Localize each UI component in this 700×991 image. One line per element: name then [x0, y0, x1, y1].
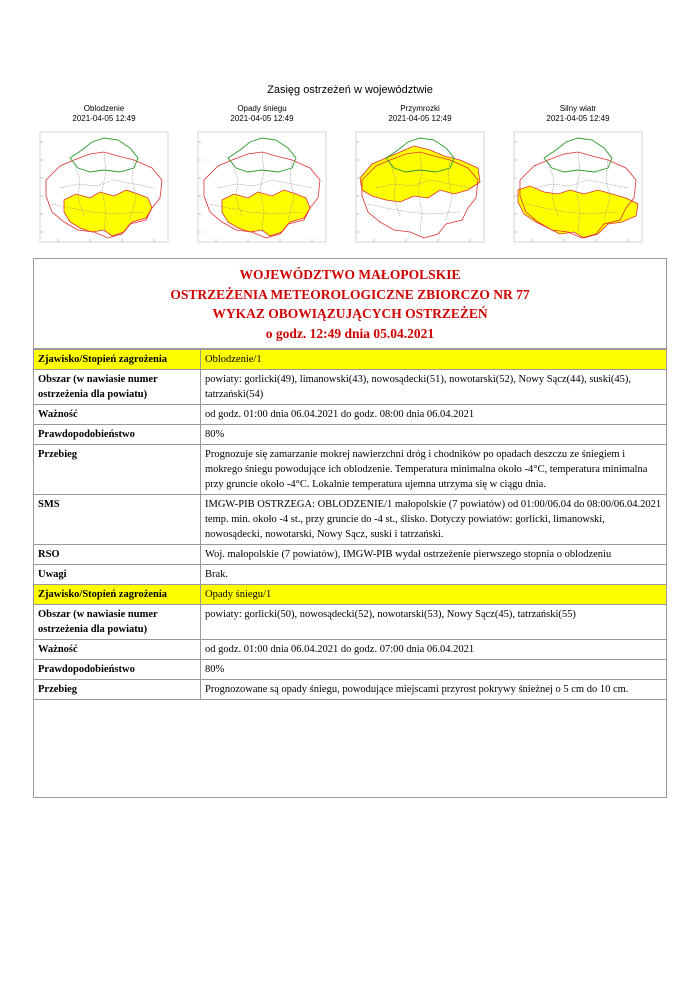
table-row [34, 370, 667, 405]
map-graphic [508, 128, 648, 248]
row-label: Ważność [34, 405, 201, 425]
row-value: Brak. [201, 565, 667, 585]
table-row [34, 660, 667, 680]
map-graphic [34, 128, 174, 248]
table-row [34, 350, 667, 370]
map-date: 2021-04-05 12:49 [230, 114, 294, 123]
map-graphic [350, 128, 490, 248]
table-row [34, 605, 667, 640]
map-name: Opady śniegu [237, 104, 287, 113]
table-row [34, 405, 667, 425]
map-name: Silny wiatr [559, 104, 597, 113]
map-name: Oblodzenie [83, 104, 125, 113]
map-caption [508, 104, 648, 124]
header-voivodeship: WOJEWÓDZTWO MAŁOPOLSKIE [239, 267, 461, 282]
warning-map-przymrozki [350, 104, 490, 248]
map-caption [192, 104, 332, 124]
row-value: IMGW-PIB OSTRZEGA: OBLODZENIE/1 małopolskie (7 powiatów) od 01:00/06.04 do 08:00/06.04.2021 temp. min. około -4 st., przy gruncie do -4 st., ślisko. Dotyczy powiatów: gorlicki, limanowski, nowosądecki, nowotarski, Nowy Sącz, suski i tatrzański. [201, 495, 667, 545]
table-row [34, 680, 667, 700]
row-label: Zjawisko/Stopień zagrożenia [34, 585, 201, 605]
table-row [34, 640, 667, 660]
row-label: Zjawisko/Stopień zagrożenia [34, 350, 201, 370]
row-value: od godz. 01:00 dnia 06.04.2021 do godz. 07:00 dnia 06.04.2021 [201, 640, 667, 660]
row-value: Opady śniegu/1 [201, 585, 667, 605]
row-value: Prognozowane są opady śniegu, powodujące miejscami przyrost pokrywy śnieżnej o 5 cm do 10 cm. [201, 680, 667, 700]
row-label: Przebieg [34, 680, 201, 700]
row-label: Uwagi [34, 565, 201, 585]
row-label: RSO [34, 545, 201, 565]
row-value: 80% [201, 425, 667, 445]
row-value: Prognozuje się zamarzanie mokrej nawierzchni dróg i chodników po opadach deszczu ze śniegiem i mokrego śniegu powodujące ich oblodzenie. Temperatura minimalna około -4°C, temperatura minimalna przy gruncie około -4°C. Lokalnie temperatura ujemna utrzyma się w ciągu dnia. [201, 445, 667, 495]
row-label: Przebieg [34, 445, 201, 495]
row-value: Oblodzenie/1 [201, 350, 667, 370]
map-graphic [192, 128, 332, 248]
warning-map-oblodzenie [34, 104, 174, 248]
row-label: Prawdopodobieństwo [34, 425, 201, 445]
warning-map-silny-wiatr [508, 104, 648, 248]
row-label: SMS [34, 495, 201, 545]
warning-map-opady-sniegu [192, 104, 332, 248]
warnings-table [33, 349, 667, 700]
table-row [34, 585, 667, 605]
map-date: 2021-04-05 12:49 [388, 114, 452, 123]
header-bulletin-number: OSTRZEŻENIA METEOROLOGICZNE ZBIORCZO NR 77 [170, 286, 530, 302]
row-value: powiaty: gorlicki(49), limanowski(43), nowosądecki(51), nowotarski(52), Nowy Sącz(44), suski(45), tatrzański(54) [201, 370, 667, 405]
table-row [34, 495, 667, 545]
map-caption [350, 104, 490, 124]
row-value: powiaty: gorlicki(50), nowosądecki(52), nowotarski(53), Nowy Sącz(45), tatrzański(55) [201, 605, 667, 640]
table-row [34, 425, 667, 445]
map-date: 2021-04-05 12:49 [546, 114, 610, 123]
document-header [34, 259, 666, 349]
row-label: Obszar (w nawiasie numer ostrzeżenia dla powiatu) [34, 605, 201, 640]
map-name: Przymrozki [400, 104, 440, 113]
row-value: 80% [201, 660, 667, 680]
row-label: Obszar (w nawiasie numer ostrzeżenia dla powiatu) [34, 370, 201, 405]
header-list-title: WYKAZ OBOWIĄZUJĄCYCH OSTRZEŻEŃ [212, 306, 488, 321]
row-value: od godz. 01:00 dnia 06.04.2021 do godz. 08:00 dnia 06.04.2021 [201, 405, 667, 425]
warnings-document [33, 258, 667, 798]
table-row [34, 445, 667, 495]
maps-title: Zasięg ostrzeżeń w województwie [267, 84, 433, 96]
map-date: 2021-04-05 12:49 [72, 114, 136, 123]
header-issue-time: o godz. 12:49 dnia 05.04.2021 [265, 325, 435, 341]
row-value: Woj. małopolskie (7 powiatów), IMGW-PIB wydał ostrzeżenie pierwszego stopnia o oblodzeniu [201, 545, 667, 565]
row-label: Prawdopodobieństwo [34, 660, 201, 680]
table-row [34, 545, 667, 565]
row-label: Ważność [34, 640, 201, 660]
table-row [34, 565, 667, 585]
map-caption [34, 104, 174, 124]
